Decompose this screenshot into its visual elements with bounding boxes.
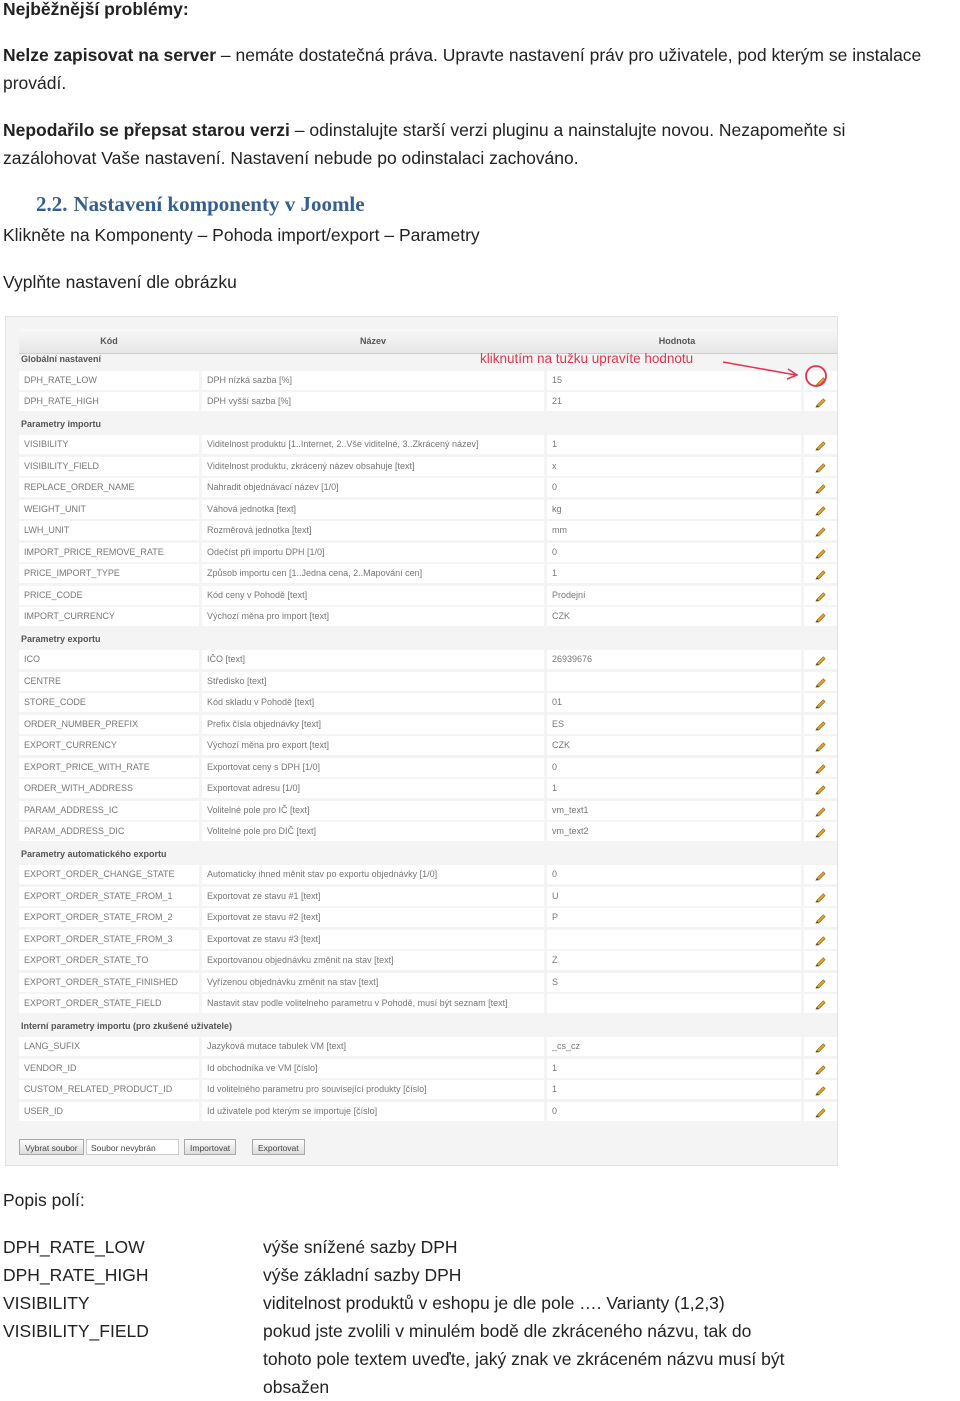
param-name: IČO [text] — [202, 650, 544, 669]
table-row — [19, 822, 837, 841]
edit-cell — [804, 822, 837, 841]
group-label: Interní parametry importu (pro zkušené uživatele) — [21, 1020, 233, 1031]
param-name: DPH vyšší sazba [%] — [202, 392, 544, 411]
param-code: EXPORT_ORDER_STATE_FROM_3 — [19, 930, 199, 949]
param-value: vm_text1 — [547, 801, 801, 820]
pencil-icon[interactable] — [814, 696, 827, 709]
param-name: Viditelnost produktu, zkrácený název obsahuje [text] — [202, 457, 544, 476]
param-code: REPLACE_ORDER_NAME — [19, 478, 199, 497]
table-row — [19, 887, 837, 906]
param-value — [547, 672, 801, 691]
edit-cell — [804, 715, 837, 734]
pencil-icon[interactable] — [814, 481, 827, 494]
edit-annotation: kliknutím na tužku upravíte hodnotu — [480, 351, 694, 366]
parameters-screenshot — [5, 316, 838, 1166]
pencil-icon[interactable] — [814, 997, 827, 1010]
edit-cell — [804, 543, 837, 562]
table-row — [19, 435, 837, 454]
export-button[interactable]: Exportovat — [252, 1139, 305, 1155]
pencil-icon[interactable] — [814, 589, 827, 602]
table-row — [19, 994, 837, 1013]
param-name: Exportovat ze stavu #2 [text] — [202, 908, 544, 927]
param-name: Exportovanou objednávku změnit na stav [text] — [202, 951, 544, 970]
field-description: pokud jste zvolili v minulém bodě dle zkráceného názvu, tak do — [263, 1321, 752, 1341]
param-value: 21 — [547, 392, 801, 411]
edit-cell — [804, 564, 837, 583]
param-name: Id obchodníka ve VM [číslo] — [202, 1059, 544, 1078]
pencil-icon[interactable] — [814, 374, 827, 387]
edit-cell — [804, 586, 837, 605]
field-key: VISIBILITY — [3, 1293, 90, 1313]
field-key: VISIBILITY_FIELD — [3, 1321, 149, 1341]
param-code: ORDER_NUMBER_PREFIX — [19, 715, 199, 734]
edit-cell — [804, 1080, 837, 1099]
param-name: DPH nízká sazba [%] — [202, 371, 544, 390]
pencil-icon[interactable] — [814, 718, 827, 731]
param-code: LANG_SUFIX — [19, 1037, 199, 1056]
param-value: vm_text2 — [547, 822, 801, 841]
problem-1-line-2: provádí. — [3, 73, 67, 93]
edit-cell — [804, 994, 837, 1013]
edit-cell — [804, 758, 837, 777]
field-description: viditelnost produktů v eshopu je dle pole …. Varianty (1,2,3) — [263, 1293, 725, 1313]
fields-title: Popis polí: — [3, 1190, 85, 1210]
pencil-icon[interactable] — [814, 438, 827, 451]
edit-cell — [804, 951, 837, 970]
problems-heading: Nejběžnější problémy: — [3, 0, 189, 19]
param-code: DPH_RATE_HIGH — [19, 392, 199, 411]
table-row — [19, 521, 837, 540]
param-code: EXPORT_ORDER_STATE_FROM_1 — [19, 887, 199, 906]
param-value: 1 — [547, 1080, 801, 1099]
table-row — [19, 951, 837, 970]
problem-2-line-2: zazálohovat Vaše nastavení. Nastavení nebude po odinstalaci zachováno. — [3, 148, 579, 168]
pencil-icon[interactable] — [814, 976, 827, 989]
field-key: DPH_RATE_HIGH — [3, 1265, 149, 1285]
pencil-icon[interactable] — [814, 567, 827, 580]
pencil-icon[interactable] — [814, 933, 827, 946]
param-value: x — [547, 457, 801, 476]
problem-2-line-1: Nepodařilo se přepsat starou verzi – odinstalujte starší verzi pluginu a nainstalujte novou. Nezapomeňte si — [3, 120, 846, 140]
param-code: DPH_RATE_LOW — [19, 371, 199, 390]
param-value: 1 — [547, 564, 801, 583]
param-value — [547, 994, 801, 1013]
param-value: 1 — [547, 435, 801, 454]
file-name-field: Soubor nevybrán — [86, 1139, 179, 1155]
param-code: PARAM_ADDRESS_DIC — [19, 822, 199, 841]
param-value: 0 — [547, 758, 801, 777]
edit-cell — [804, 672, 837, 691]
section-heading: 2.2. Nastavení komponenty v Joomle — [36, 192, 365, 216]
field-description: tohoto pole textem uveďte, jaký znak ve zkráceném názvu musí být — [263, 1349, 785, 1369]
param-name: Výchozí měna pro export [text] — [202, 736, 544, 755]
edit-cell — [804, 930, 837, 949]
import-button[interactable]: Importovat — [184, 1139, 236, 1155]
table-row — [19, 801, 837, 820]
pencil-icon[interactable] — [814, 868, 827, 881]
param-name: Volitelné pole pro IČ [text] — [202, 801, 544, 820]
param-name: Exportovat ze stavu #1 [text] — [202, 887, 544, 906]
table-row — [19, 1059, 837, 1078]
table-row — [19, 500, 837, 519]
table-row — [19, 478, 837, 497]
param-name: Vyřízenou objednávku změnit na stav [text] — [202, 973, 544, 992]
pencil-icon[interactable] — [814, 954, 827, 967]
param-value: Prodejní — [547, 586, 801, 605]
pencil-icon[interactable] — [814, 503, 827, 516]
table-row — [19, 973, 837, 992]
table-row — [19, 650, 837, 669]
edit-cell — [804, 1037, 837, 1056]
param-value: 15 — [547, 371, 801, 390]
problem-1-line-1: Nelze zapisovat na server – nemáte dostatečná práva. Upravte nastavení práv pro uživatele, pod kterým se instalace — [3, 45, 922, 65]
field-description: výše snížené sazby DPH — [263, 1237, 458, 1257]
edit-cell — [804, 478, 837, 497]
edit-cell — [804, 392, 837, 411]
param-name: Výchozí měna pro import [text] — [202, 607, 544, 626]
param-value: 01 — [547, 693, 801, 712]
param-code: EXPORT_ORDER_STATE_FINISHED — [19, 973, 199, 992]
param-code: EXPORT_CURRENCY — [19, 736, 199, 755]
param-name: Váhová jednotka [text] — [202, 500, 544, 519]
edit-cell — [804, 371, 837, 390]
edit-cell — [804, 435, 837, 454]
param-value: 1 — [547, 1059, 801, 1078]
table-row — [19, 930, 837, 949]
param-name: Volitelné pole pro DIČ [text] — [202, 822, 544, 841]
table-row — [19, 1102, 837, 1121]
param-value: P — [547, 908, 801, 927]
param-name: Kód ceny v Pohodě [text] — [202, 586, 544, 605]
header-nazev: Název — [359, 336, 386, 346]
param-name: Rozměrová jednotka [text] — [202, 521, 544, 540]
param-name: Id volitelného parametru pro související produkty [číslo] — [202, 1080, 544, 1099]
param-code: STORE_CODE — [19, 693, 199, 712]
param-name: Způsob importu cen [1..Jedna cena, 2..Mapování cen] — [202, 564, 544, 583]
table-row — [19, 865, 837, 884]
param-code: WEIGHT_UNIT — [19, 500, 199, 519]
edit-cell — [804, 607, 837, 626]
pencil-icon[interactable] — [814, 1083, 827, 1096]
pencil-icon[interactable] — [814, 911, 827, 924]
header-kod: Kód — [100, 336, 118, 346]
param-value: S — [547, 973, 801, 992]
param-code: IMPORT_PRICE_REMOVE_RATE — [19, 543, 199, 562]
pencil-icon[interactable] — [814, 1105, 827, 1118]
pencil-icon[interactable] — [814, 782, 827, 795]
edit-cell — [804, 500, 837, 519]
table-row — [19, 672, 837, 691]
table-row — [19, 693, 837, 712]
table-row — [19, 779, 837, 798]
group-label: Parametry importu — [21, 418, 102, 429]
pencil-icon[interactable] — [814, 610, 827, 623]
pencil-icon[interactable] — [814, 890, 827, 903]
table-header — [19, 329, 837, 354]
edit-cell — [804, 887, 837, 906]
param-code: PRICE_CODE — [19, 586, 199, 605]
table-row — [19, 1080, 837, 1099]
table-row — [19, 543, 837, 562]
table-row — [19, 371, 837, 390]
param-code: EXPORT_ORDER_STATE_FROM_2 — [19, 908, 199, 927]
param-value: 0 — [547, 865, 801, 884]
param-code: EXPORT_PRICE_WITH_RATE — [19, 758, 199, 777]
pencil-icon[interactable] — [814, 804, 827, 817]
edit-cell — [804, 736, 837, 755]
edit-cell — [804, 1102, 837, 1121]
table-row — [19, 715, 837, 734]
edit-cell — [804, 1059, 837, 1078]
param-value: _cs_cz — [547, 1037, 801, 1056]
pencil-icon[interactable] — [814, 1062, 827, 1075]
pencil-icon[interactable] — [814, 524, 827, 537]
param-code: LWH_UNIT — [19, 521, 199, 540]
param-code: VISIBILITY_FIELD — [19, 457, 199, 476]
param-name: Automaticky ihned měnit stav po exportu objednávky [1/0] — [202, 865, 544, 884]
pencil-icon[interactable] — [814, 653, 827, 666]
param-code: IMPORT_CURRENCY — [19, 607, 199, 626]
param-code: PRICE_IMPORT_TYPE — [19, 564, 199, 583]
param-name: Prefix čísla objednávky [text] — [202, 715, 544, 734]
edit-cell — [804, 801, 837, 820]
table-row — [19, 607, 837, 626]
param-code: PARAM_ADDRESS_IC — [19, 801, 199, 820]
pencil-icon[interactable] — [814, 761, 827, 774]
edit-cell — [804, 865, 837, 884]
edit-cell — [804, 908, 837, 927]
param-value: 26939676 — [547, 650, 801, 669]
edit-cell — [804, 973, 837, 992]
table-row — [19, 457, 837, 476]
param-value: ES — [547, 715, 801, 734]
param-name: Středisko [text] — [202, 672, 544, 691]
param-code: EXPORT_ORDER_STATE_FIELD — [19, 994, 199, 1013]
param-value: 0 — [547, 478, 801, 497]
edit-cell — [804, 521, 837, 540]
param-code: ORDER_WITH_ADDRESS — [19, 779, 199, 798]
param-name: Exportovat adresu [1/0] — [202, 779, 544, 798]
param-name: Nahradit objednávací název [1/0] — [202, 478, 544, 497]
param-name: Id uživatele pod kterým se importuje [číslo] — [202, 1102, 544, 1121]
pencil-icon[interactable] — [814, 825, 827, 838]
pencil-icon[interactable] — [814, 675, 827, 688]
pencil-icon[interactable] — [814, 739, 827, 752]
edit-cell — [804, 779, 837, 798]
edit-cell — [804, 693, 837, 712]
param-value: CZK — [547, 736, 801, 755]
param-value — [547, 930, 801, 949]
param-value: kg — [547, 500, 801, 519]
param-code: CENTRE — [19, 672, 199, 691]
choose-file-button[interactable]: Vybrat soubor — [19, 1139, 84, 1155]
field-description: obsažen — [263, 1377, 330, 1397]
group-label: Globální nastavení — [21, 354, 102, 364]
param-code: EXPORT_ORDER_CHANGE_STATE — [19, 865, 199, 884]
param-value: mm — [547, 521, 801, 540]
group-label: Parametry automatického exportu — [21, 848, 167, 859]
pencil-icon[interactable] — [814, 460, 827, 473]
param-name: Exportovat ceny s DPH [1/0] — [202, 758, 544, 777]
pencil-icon[interactable] — [814, 546, 827, 559]
edit-cell — [804, 457, 837, 476]
param-name: Odečíst při importu DPH [1/0] — [202, 543, 544, 562]
param-value: Z — [547, 951, 801, 970]
table-row — [19, 586, 837, 605]
param-value: 1 — [547, 779, 801, 798]
table-row — [19, 736, 837, 755]
param-value: CZK — [547, 607, 801, 626]
param-code: EXPORT_ORDER_STATE_TO — [19, 951, 199, 970]
param-name: Kód skladu v Pohodě [text] — [202, 693, 544, 712]
edit-cell — [804, 650, 837, 669]
table-row — [19, 564, 837, 583]
param-name: Viditelnost produktu [1..Internet, 2..Vše viditelné, 3..Zkrácený název] — [202, 435, 544, 454]
table-row — [19, 908, 837, 927]
pencil-icon[interactable] — [814, 395, 827, 408]
param-name: Exportovat ze stavu #3 [text] — [202, 930, 544, 949]
table-row — [19, 1037, 837, 1056]
param-code: USER_ID — [19, 1102, 199, 1121]
param-code: CUSTOM_RELATED_PRODUCT_ID — [19, 1080, 199, 1099]
param-name: Nastavit stav podle volitelneho parametru v Pohodě, musí být seznam [text] — [202, 994, 544, 1013]
pencil-icon[interactable] — [814, 1040, 827, 1053]
param-value: U — [547, 887, 801, 906]
param-name: Jazyková mutace tabulek VM [text] — [202, 1037, 544, 1056]
field-description: výše základní sazby DPH — [263, 1265, 462, 1285]
param-code: VISIBILITY — [19, 435, 199, 454]
header-hodnota: Hodnota — [658, 336, 696, 346]
param-value: 0 — [547, 543, 801, 562]
section-line-1: Klikněte na Komponenty – Pohoda import/export – Parametry — [3, 225, 480, 245]
field-key: DPH_RATE_LOW — [3, 1237, 145, 1257]
table-row — [19, 758, 837, 777]
table-row — [19, 392, 837, 411]
group-label: Parametry exportu — [21, 633, 101, 644]
param-code: VENDOR_ID — [19, 1059, 199, 1078]
param-code: ICO — [19, 650, 199, 669]
param-value: 0 — [547, 1102, 801, 1121]
section-line-2: Vyplňte nastavení dle obrázku — [3, 272, 237, 292]
